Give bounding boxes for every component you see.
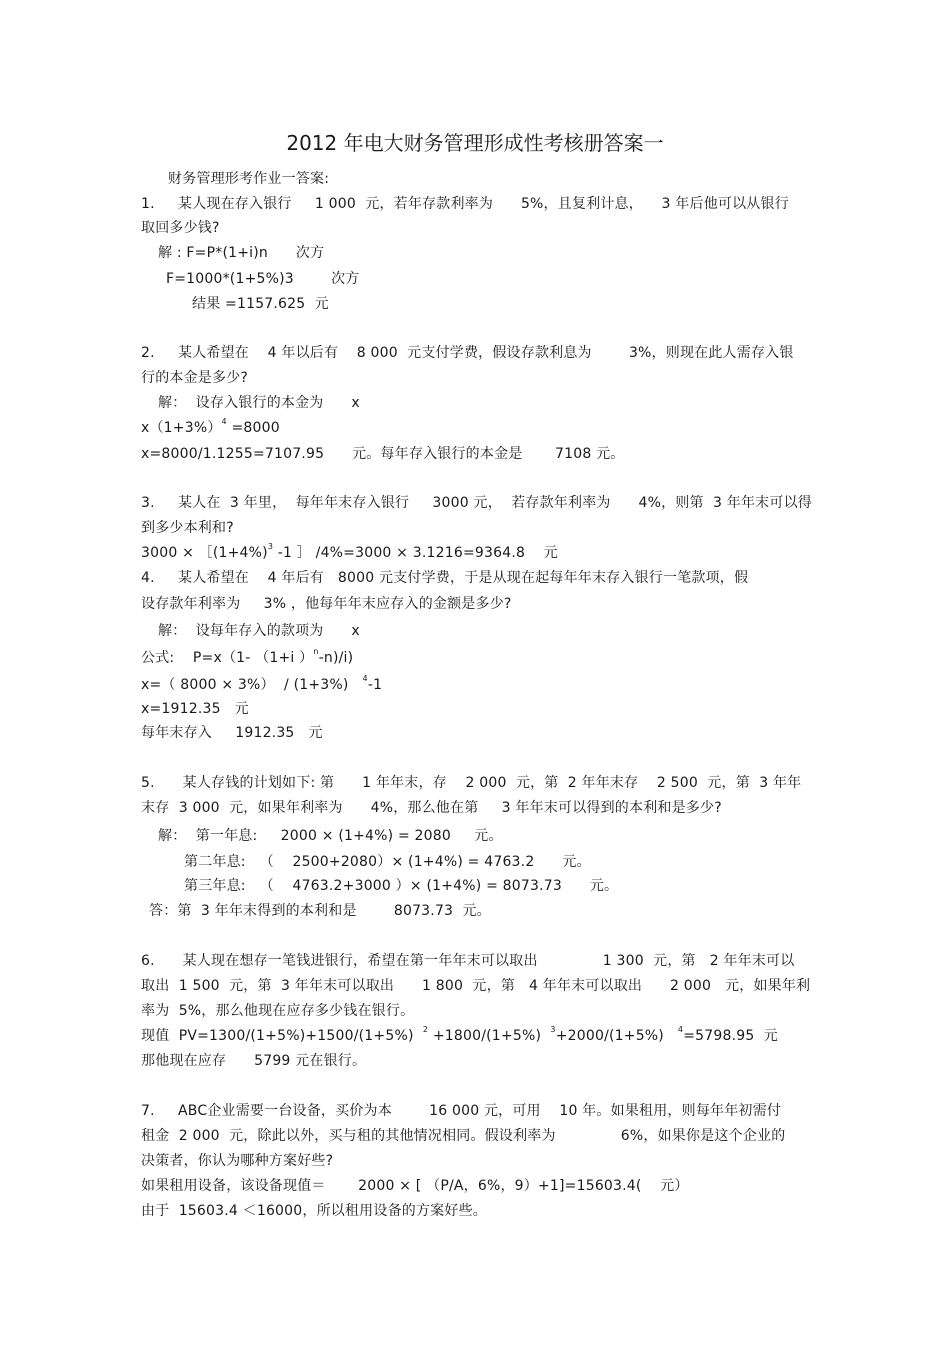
q5-text-line-1: 5. 某人存钱的计划如下: 第 1 年年末，存 2 000 元，第 2 年年末存 2 500 元，第 3 年年 bbox=[141, 775, 802, 791]
q3-formula-rest: -1 ］ /4%=3000 × 3.1216=9364.8 元 bbox=[273, 545, 558, 561]
q6-formula-part-2: +1800/(1+5%) bbox=[428, 1028, 551, 1044]
q7-text-line-3: 决策者，你认为哪种方案好些? bbox=[141, 1153, 334, 1169]
q7-solution-answer: 由于 15603.4 ＜16000，所以租用设备的方案好些。 bbox=[141, 1203, 487, 1219]
q4-solution-line-1: 解： 设每年存入的款项为 x bbox=[158, 623, 360, 639]
q3-solution-line-1 bbox=[141, 544, 558, 562]
q1-text-line-1: 1. 某人现在存入银行 1 000 元，若年存款利率为 5%，且复利计息， 3 年后他可以从银行 bbox=[141, 196, 789, 212]
q7-text-line-2: 租金 2 000 元，除此以外，买与租的其他情况相同。假设利率为 6%，如果你是这个企业的 bbox=[141, 1128, 786, 1144]
q4-formula-base: 公式: P=x（1- （1+i ） bbox=[141, 650, 314, 666]
q2-text-line-1: 2. 某人希望在 4 年以后有 8 000 元支付学费，假设存款利息为 3%，则现在此人需存入银 bbox=[141, 345, 794, 361]
q4-text-line-1: 4. 某人希望在 4 年后有 8000 元支付学费，于是从现在起每年年末存入银行一笔款项，假 bbox=[141, 570, 749, 586]
q4-calc-rest: -1 bbox=[367, 677, 383, 693]
q3-text-line-2: 到多少本利和? bbox=[141, 520, 234, 536]
q6-text-line-1: 6. 某人现在想存一笔钱进银行，希望在第一年年末可以取出 1 300 元，第 2 年年末可以 bbox=[141, 953, 795, 969]
q6-solution-line-1 bbox=[141, 1027, 778, 1045]
q6-text-line-2: 取出 1 500 元，第 3 年年末可以取出 1 800 元，第 4 年年末可以取出 2 000 元，如果年利 bbox=[141, 978, 811, 994]
document-title: 2012 年电大财务管理形成性考核册答案一 bbox=[286, 131, 664, 155]
q2-formula-base: x（1+3%） bbox=[141, 420, 222, 436]
q1-solution-result: 结果 =1157.625 元 bbox=[192, 296, 329, 312]
q3-text-line-1: 3. 某人在 3 年里， 每年年末存入银行 3000 元， 若存款年利率为 4%，则第 3 年年末可以得 bbox=[141, 495, 812, 511]
q5-solution-line-2: 第二年息: （ 2500+2080）× (1+4%) = 4763.2 元。 bbox=[184, 854, 591, 870]
q2-text-line-2: 行的本金是多少? bbox=[141, 370, 249, 386]
q4-solution-line-3 bbox=[141, 676, 382, 694]
q6-exponent-2: 3 bbox=[550, 1025, 556, 1034]
q4-solution-formula bbox=[141, 649, 353, 667]
q2-solution-line-1: 解： 设存入银行的本金为 x bbox=[158, 395, 360, 411]
q2-formula-exponent: 4 bbox=[221, 417, 227, 426]
q3-formula-base: 3000 × ［(1+4%) bbox=[141, 545, 268, 561]
q7-solution-line-1: 如果租用设备，该设备现值＝ 2000 × [ （P/A，6%，9）+1]=15603.4( 元） bbox=[141, 1178, 689, 1194]
section-subtitle: 财务管理形考作业一答案: bbox=[168, 171, 330, 187]
q1-solution-line-2: F=1000*(1+5%)3 次方 bbox=[166, 271, 360, 287]
q1-solution-line-1: 解 : F=P*(1+i)n 次方 bbox=[158, 245, 325, 261]
q6-formula-part-1: 现值 PV=1300/(1+5%)+1500/(1+5%) bbox=[141, 1028, 423, 1044]
q5-solution-line-3: 第三年息: （ 4763.2+3000 ）× (1+4%) = 8073.73 元。 bbox=[184, 878, 619, 894]
q5-solution-answer: 答：第 3 年年末得到的本利和是 8073.73 元。 bbox=[149, 903, 491, 919]
q6-exponent-3: 4 bbox=[677, 1025, 684, 1034]
q7-text-line-1: 7. ABC企业需要一台设备，买价为本 16 000 元，可用 10 年。如果租用，则每年年初需付 bbox=[141, 1103, 782, 1119]
q4-text-line-2: 设存款年利率为 3% ，他每年年末应存入的金额是多少? bbox=[141, 596, 512, 612]
q6-exponent-1: 2 bbox=[422, 1025, 429, 1034]
q4-calc-base: x=（ 8000 × 3%） / (1+3%) bbox=[141, 677, 363, 693]
q5-solution-line-1: 解： 第一年息: 2000 × (1+4%) = 2080 元。 bbox=[158, 828, 503, 844]
q5-text-line-2: 末存 3 000 元，如果年利率为 4%，那么他在第 3 年年末可以得到的本利和是多少? bbox=[141, 800, 722, 816]
q4-formula-exponent: n bbox=[313, 647, 319, 656]
q2-solution-line-3: x=8000/1.1255=7107.95 元。每年存入银行的本金是 7108 元。 bbox=[141, 446, 625, 462]
q6-solution-answer: 那他现在应存 5799 元在银行。 bbox=[141, 1053, 367, 1069]
q1-text-line-2: 取回多少钱? bbox=[141, 220, 220, 236]
q3-formula-exponent: 3 bbox=[267, 542, 274, 551]
q4-solution-line-4: x=1912.35 元 bbox=[141, 701, 249, 717]
q2-formula-rest: =8000 bbox=[226, 420, 280, 436]
q4-calc-exponent: 4 bbox=[362, 674, 368, 683]
q4-solution-answer: 每年末存入 1912.35 元 bbox=[141, 725, 323, 741]
q6-formula-part-4: =5798.95 元 bbox=[683, 1028, 778, 1044]
q6-text-line-3: 率为 5%，那么他现在应存多少钱在银行。 bbox=[141, 1003, 415, 1019]
q4-formula-rest: -n)/i) bbox=[318, 650, 354, 666]
q2-solution-line-2 bbox=[141, 419, 280, 437]
q6-formula-part-3: +2000/(1+5%) bbox=[555, 1028, 678, 1044]
